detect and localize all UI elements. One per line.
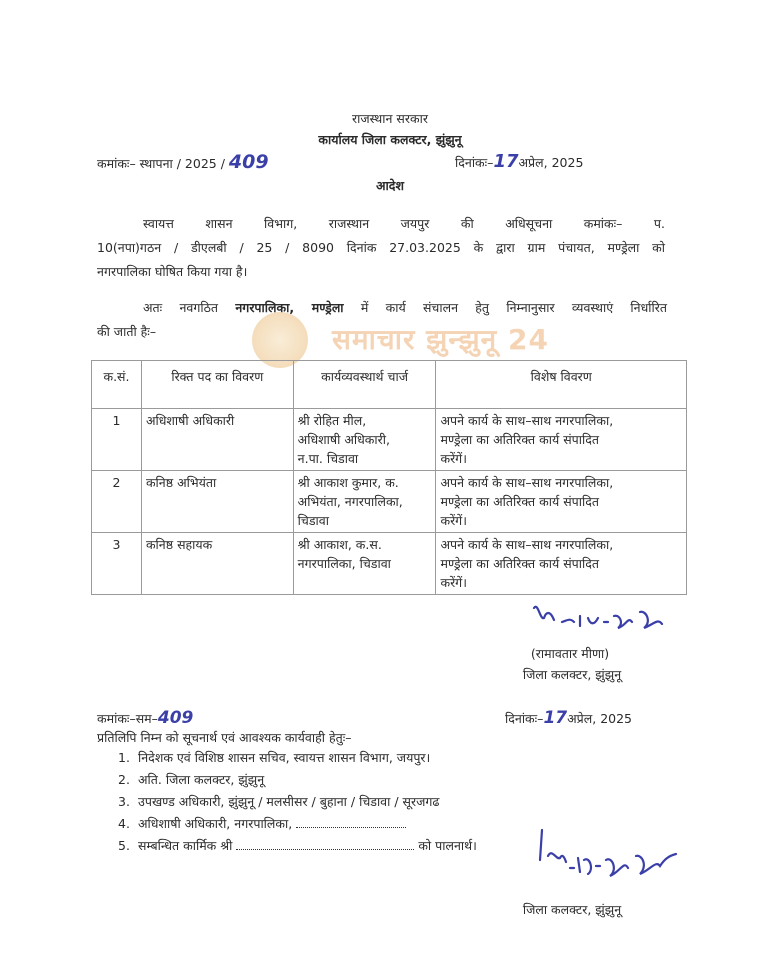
list-item-text: निदेशक एवं विशिष्ठ शासन सचिव, स्वायत्त शासन विभाग, जयपुर। (138, 750, 431, 765)
header-charge: कार्यव्यवस्थार्थ चार्ज (293, 361, 436, 409)
paragraph-2-post: में कार्य संचालन हेतु निम्नानुसार व्यवस्थाएं निर्धारित (360, 300, 668, 315)
list-item-text: उपखण्ड अधिकारी, झुंझुनू / मलसीसर / बुहाना / चिडावा / सूरजगढ (138, 794, 440, 809)
copy-reference-handwritten-number: 409 (157, 708, 194, 728)
fill-in-blank (296, 817, 406, 828)
office-heading: कार्यालय जिला कलक्टर, झुंझुनू (318, 132, 462, 147)
table-header-row (92, 361, 687, 409)
list-item-suffix: को पालनार्थ। (418, 838, 477, 853)
signature-2-handwriting (536, 826, 696, 888)
copy-date (505, 710, 632, 727)
copy-reference-prefix: कमांकः–सम– (97, 711, 158, 726)
row-post: कनिष्ठ सहायक (141, 533, 293, 595)
paragraph-2-pre: अतः नवगठित (143, 300, 219, 315)
copy-reference (97, 710, 193, 727)
row-serial: 3 (92, 533, 142, 595)
row-charge: श्री आकाश, क.स. नगरपालिका, चिडावा (293, 533, 436, 595)
fill-in-blank (236, 839, 414, 850)
list-item-text: अति. जिला कलक्टर, झुंझुनू (138, 772, 265, 787)
staff-arrangement-table (91, 360, 687, 595)
row-serial: 1 (92, 409, 142, 471)
list-item-number: 5. (118, 838, 130, 853)
list-item (118, 772, 264, 788)
table-row (92, 409, 687, 471)
reference-prefix: कमांकः– स्थापना / 2025 / (97, 156, 225, 171)
signatory-name: (रामावतार मीणा) (530, 646, 610, 661)
header-remark: विशेष विवरण (436, 361, 687, 409)
paragraph-1 (97, 212, 665, 284)
table-row (92, 471, 687, 533)
reference-number (97, 151, 269, 173)
list-item-number: 2. (118, 772, 130, 787)
date-rest: अप्रेल, 2025 (518, 155, 584, 170)
row-charge: श्री आकाश कुमार, क. अभियंता, नगरपालिका, चिडावा (293, 471, 436, 533)
order-title: आदेश (376, 178, 404, 193)
row-remark: अपने कार्य के साथ–साथ नगरपालिका, मण्ड्रेला का अतिरिक्त कार्य संपादित करेंगें। (436, 471, 687, 533)
row-charge: श्री रोहित मील, अधिशाषी अधिकारी, न.पा. चिडावा (293, 409, 436, 471)
copy-date-prefix: दिनांकः– (505, 711, 544, 726)
row-remark: अपने कार्य के साथ–साथ नगरपालिका, मण्ड्रेला का अतिरिक्त कार्य संपादित करेंगें। (436, 409, 687, 471)
header-post: रिक्त पद का विवरण (141, 361, 293, 409)
row-post: कनिष्ठ अभियंता (141, 471, 293, 533)
row-remark: अपने कार्य के साथ–साथ नगरपालिका, मण्ड्रेला का अतिरिक्त कार्य संपादित करेंगें। (436, 533, 687, 595)
copy-intro: प्रतिलिपि निम्न को सूचनार्थ एवं आवश्यक कार्यवाही हेतुः– (97, 730, 352, 745)
copy-signatory-designation: जिला कलक्टर, झुंझुनू (522, 902, 622, 917)
paragraph-1-line-2: 10(नपा)गठन / डीएलबी / 25 / 8090 दिनांक 27.03.2025 के द्वारा ग्राम पंचायत, मण्ड्रेला को (97, 240, 665, 255)
list-item-text: सम्बन्धित कार्मिक श्री (138, 838, 233, 853)
paragraph-2-line-2: की जाती हैः– (97, 324, 157, 339)
date-handwritten-day: 17 (493, 151, 519, 172)
government-heading: राजस्थान सरकार (352, 111, 428, 126)
copy-date-rest: अप्रेल, 2025 (567, 711, 633, 726)
paragraph-2-municipality: नगरपालिका, मण्ड्रेला (235, 300, 344, 315)
order-date (455, 151, 584, 172)
list-item (118, 838, 477, 854)
table-row (92, 533, 687, 595)
list-item-text: अधिशाषी अधिकारी, नगरपालिका, (138, 816, 293, 831)
list-item (118, 816, 406, 832)
row-post: अधिशाषी अधिकारी (141, 409, 293, 471)
list-item-number: 1. (118, 750, 130, 765)
copy-date-handwritten-day: 17 (543, 708, 568, 728)
list-item (118, 794, 439, 810)
list-item-number: 4. (118, 816, 130, 831)
reference-handwritten-number: 409 (228, 151, 269, 173)
list-item-number: 3. (118, 794, 130, 809)
watermark-text: समाचार झुन्झुनू 24 (332, 323, 549, 356)
signature-1-handwriting (528, 598, 698, 638)
row-serial: 2 (92, 471, 142, 533)
date-prefix: दिनांकः– (455, 155, 494, 170)
paragraph-1-line-1: स्वायत्त शासन विभाग, राजस्थान जयपुर की अधिसूचना कमांकः– प. (143, 216, 665, 231)
list-item (118, 750, 430, 766)
header-serial: क.सं. (92, 361, 142, 409)
paragraph-1-line-3: नगरपालिका घोषित किया गया है। (97, 264, 248, 279)
signatory-designation: जिला कलक्टर, झुंझुनू (522, 667, 622, 682)
